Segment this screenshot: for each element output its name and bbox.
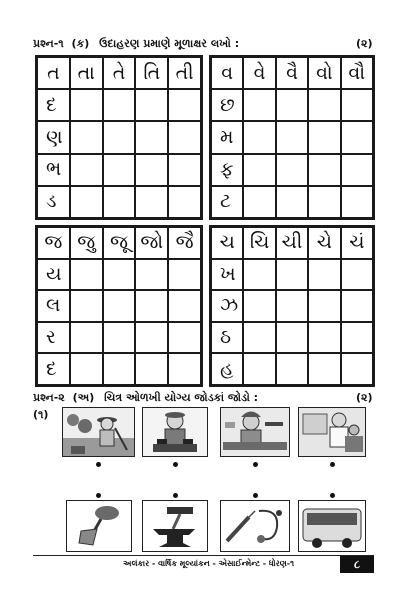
match-dot-top-2[interactable] bbox=[173, 462, 178, 467]
example-letter-cell: જૈ bbox=[168, 227, 201, 259]
prompt-letter-cell: ઠ bbox=[211, 322, 243, 354]
writing-cell[interactable] bbox=[70, 121, 103, 153]
writing-cell[interactable] bbox=[308, 353, 340, 385]
example-letter-cell: વ bbox=[211, 57, 243, 89]
farmer-icon bbox=[62, 407, 135, 457]
prompt-letter-cell: ર bbox=[37, 322, 70, 354]
q1-header bbox=[33, 37, 239, 51]
example-letter-cell: ચ bbox=[211, 227, 243, 259]
example-letter-cell: વૌ bbox=[341, 57, 373, 89]
writing-cell[interactable] bbox=[243, 322, 275, 354]
writing-cell[interactable] bbox=[341, 259, 373, 291]
doctor-icon bbox=[298, 407, 366, 457]
anvil-hammer-icon bbox=[142, 500, 208, 552]
writing-cell[interactable] bbox=[103, 322, 136, 354]
writing-cell[interactable] bbox=[276, 353, 308, 385]
writing-cell[interactable] bbox=[103, 186, 136, 218]
writing-cell[interactable] bbox=[103, 154, 136, 186]
prompt-letter-cell: ટ bbox=[211, 186, 243, 218]
footer-rule bbox=[33, 555, 374, 574]
writing-cell[interactable] bbox=[135, 353, 168, 385]
example-letter-cell: ચં bbox=[341, 227, 373, 259]
writing-cell[interactable] bbox=[103, 290, 136, 322]
q2-label: પ્રશ્ન-૨ bbox=[33, 391, 65, 404]
prompt-letter-cell: હ bbox=[211, 353, 243, 385]
writing-cell[interactable] bbox=[135, 290, 168, 322]
writing-cell[interactable] bbox=[243, 259, 275, 291]
writing-cell[interactable] bbox=[276, 89, 308, 121]
cobbler-icon bbox=[142, 407, 208, 457]
bus-icon bbox=[298, 500, 366, 552]
example-letter-cell: વો bbox=[308, 57, 340, 89]
match-dot-top-3[interactable] bbox=[253, 462, 258, 467]
writing-cell[interactable] bbox=[135, 121, 168, 153]
match-dot-top-1[interactable] bbox=[96, 462, 101, 467]
prompt-letter-cell: છ bbox=[211, 89, 243, 121]
q1-subpart: (ક) bbox=[71, 37, 90, 50]
example-letter-cell: ત bbox=[37, 57, 70, 89]
writing-cell[interactable] bbox=[135, 186, 168, 218]
q1-marks: (૨) bbox=[356, 37, 373, 50]
writing-cell[interactable] bbox=[276, 290, 308, 322]
example-letter-cell: ચિ bbox=[243, 227, 275, 259]
footer-text: અલંકાર - વાર્ષિક મૂલ્યાંકન - એસાઈન્મેન્ટ - ધોરણ-૧ bbox=[123, 559, 295, 568]
prompt-letter-cell: મ bbox=[211, 121, 243, 153]
writing-cell[interactable] bbox=[168, 89, 201, 121]
letter-grid-2 bbox=[209, 55, 375, 220]
writing-cell[interactable] bbox=[243, 121, 275, 153]
writing-cell[interactable] bbox=[341, 186, 373, 218]
example-letter-cell: જૂ bbox=[103, 227, 136, 259]
writing-cell[interactable] bbox=[168, 290, 201, 322]
example-letter-cell: જો bbox=[135, 227, 168, 259]
writing-cell[interactable] bbox=[276, 322, 308, 354]
writing-cell[interactable] bbox=[168, 259, 201, 291]
prompt-letter-cell: ણ bbox=[37, 121, 70, 153]
example-letter-cell: જ bbox=[37, 227, 70, 259]
q2-header bbox=[33, 391, 258, 405]
example-letter-cell: ચી bbox=[276, 227, 308, 259]
letter-grid-4 bbox=[209, 225, 375, 387]
writing-cell[interactable] bbox=[70, 186, 103, 218]
example-letter-cell: વે bbox=[243, 57, 275, 89]
writing-cell[interactable] bbox=[168, 322, 201, 354]
writing-cell[interactable] bbox=[276, 154, 308, 186]
writing-cell[interactable] bbox=[70, 154, 103, 186]
writing-cell[interactable] bbox=[308, 121, 340, 153]
example-letter-cell: વૈ bbox=[276, 57, 308, 89]
match-dot-bottom-4[interactable] bbox=[330, 493, 335, 498]
writing-cell[interactable] bbox=[276, 121, 308, 153]
writing-cell[interactable] bbox=[308, 322, 340, 354]
writing-cell[interactable] bbox=[135, 89, 168, 121]
page-number: ૮ bbox=[340, 556, 374, 573]
example-letter-cell: જુ bbox=[70, 227, 103, 259]
q2-instruction: ચિત્ર ઓળખી યોગ્ય જોડકાં જોડો : bbox=[104, 391, 259, 404]
writing-cell[interactable] bbox=[103, 259, 136, 291]
writing-cell[interactable] bbox=[168, 353, 201, 385]
writing-cell[interactable] bbox=[341, 353, 373, 385]
writing-cell[interactable] bbox=[168, 186, 201, 218]
prompt-letter-cell: ડ bbox=[37, 186, 70, 218]
writing-cell[interactable] bbox=[135, 259, 168, 291]
writing-cell[interactable] bbox=[70, 322, 103, 354]
writing-cell[interactable] bbox=[276, 259, 308, 291]
writing-cell[interactable] bbox=[168, 121, 201, 153]
writing-cell[interactable] bbox=[70, 89, 103, 121]
writing-cell[interactable] bbox=[243, 290, 275, 322]
trowel-icon bbox=[66, 500, 132, 552]
prompt-letter-cell: લ bbox=[37, 290, 70, 322]
writing-cell[interactable] bbox=[308, 89, 340, 121]
match-dot-bottom-3[interactable] bbox=[253, 493, 258, 498]
writing-cell[interactable] bbox=[276, 186, 308, 218]
match-dot-bottom-1[interactable] bbox=[96, 493, 101, 498]
prompt-letter-cell: દ bbox=[37, 89, 70, 121]
prompt-letter-cell: ઝ bbox=[211, 290, 243, 322]
writing-cell[interactable] bbox=[243, 89, 275, 121]
example-letter-cell: તા bbox=[70, 57, 103, 89]
letter-grid-3 bbox=[35, 225, 203, 387]
writing-cell[interactable] bbox=[243, 186, 275, 218]
writing-cell[interactable] bbox=[70, 353, 103, 385]
writing-cell[interactable] bbox=[308, 154, 340, 186]
writing-cell[interactable] bbox=[103, 353, 136, 385]
example-letter-cell: તિ bbox=[135, 57, 168, 89]
writing-cell[interactable] bbox=[135, 322, 168, 354]
syringe-stethoscope-icon bbox=[220, 500, 290, 552]
writing-cell[interactable] bbox=[341, 89, 373, 121]
writing-cell[interactable] bbox=[341, 290, 373, 322]
writing-cell[interactable] bbox=[103, 121, 136, 153]
q1-instruction: ઉદાહરણ પ્રમાણે મૂળાક્ષર લખો : bbox=[99, 37, 240, 50]
writing-cell[interactable] bbox=[341, 154, 373, 186]
example-letter-cell: તી bbox=[168, 57, 201, 89]
example-letter-cell: ચે bbox=[308, 227, 340, 259]
writing-cell[interactable] bbox=[341, 322, 373, 354]
q2-subpart: (અ) bbox=[72, 391, 95, 404]
writing-cell[interactable] bbox=[70, 259, 103, 291]
carpenter-icon bbox=[220, 407, 290, 457]
writing-cell[interactable] bbox=[70, 290, 103, 322]
letter-grid-1 bbox=[35, 55, 203, 220]
prompt-letter-cell: ભ bbox=[37, 154, 70, 186]
writing-cell[interactable] bbox=[308, 186, 340, 218]
match-dot-bottom-2[interactable] bbox=[173, 493, 178, 498]
writing-cell[interactable] bbox=[243, 154, 275, 186]
q2-item-number: (૧) bbox=[33, 408, 49, 421]
writing-cell[interactable] bbox=[243, 353, 275, 385]
writing-cell[interactable] bbox=[103, 89, 136, 121]
writing-cell[interactable] bbox=[341, 121, 373, 153]
q1-label: પ્રશ્ન-૧ bbox=[33, 37, 64, 50]
writing-cell[interactable] bbox=[308, 259, 340, 291]
prompt-letter-cell: ખ bbox=[211, 259, 243, 291]
match-dot-top-4[interactable] bbox=[330, 462, 335, 467]
q2-marks: (૨) bbox=[356, 391, 373, 404]
writing-cell[interactable] bbox=[168, 154, 201, 186]
writing-cell[interactable] bbox=[308, 290, 340, 322]
example-letter-cell: તે bbox=[103, 57, 136, 89]
prompt-letter-cell: ય bbox=[37, 259, 70, 291]
prompt-letter-cell: દ bbox=[37, 353, 70, 385]
prompt-letter-cell: ફ bbox=[211, 154, 243, 186]
writing-cell[interactable] bbox=[135, 154, 168, 186]
